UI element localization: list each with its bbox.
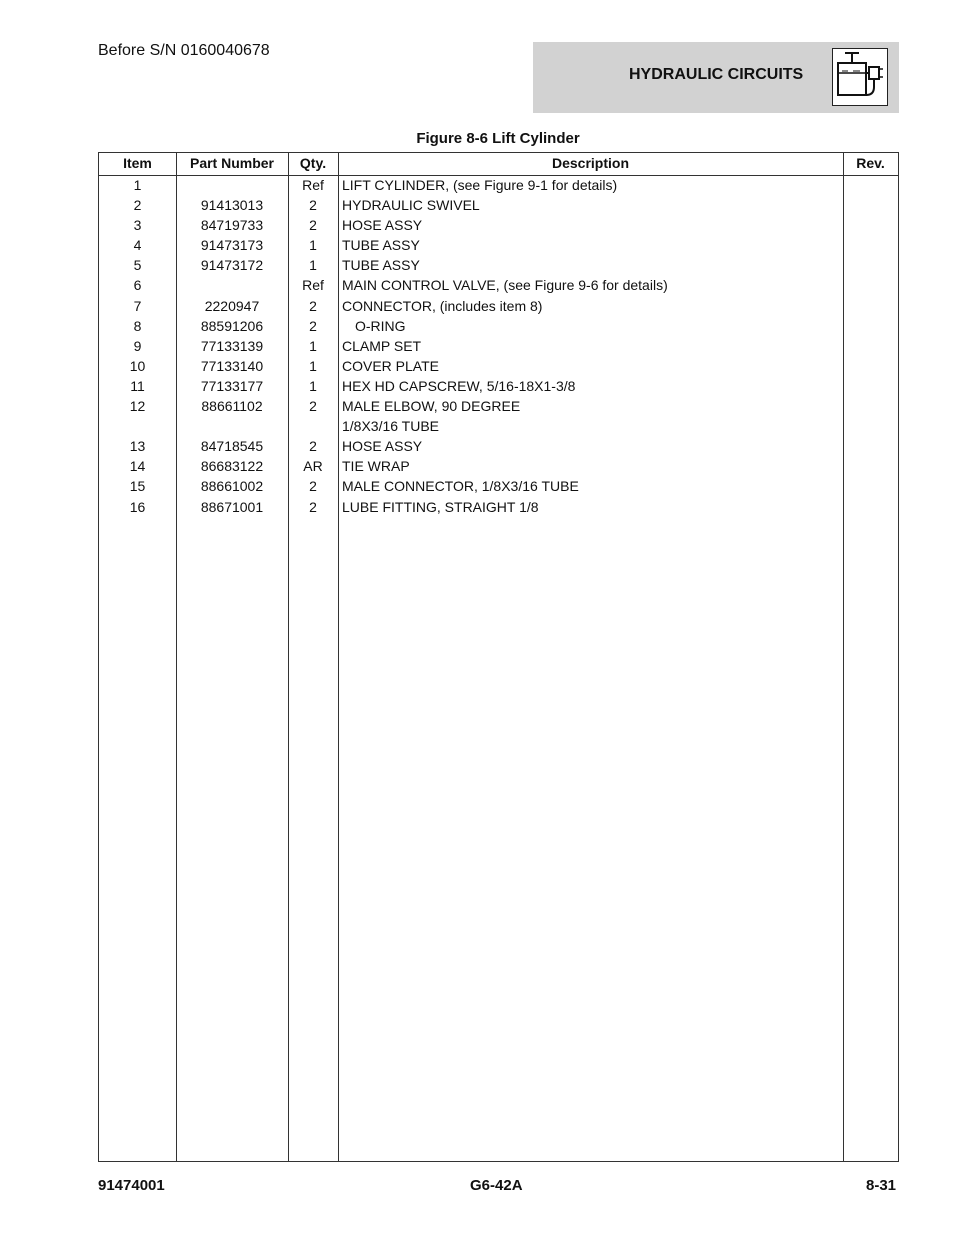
footer-page-number: 8-31	[866, 1177, 897, 1194]
table-row	[99, 216, 898, 236]
table-row	[99, 357, 898, 377]
item-cell: 4	[133, 237, 142, 254]
table-row	[99, 176, 898, 196]
table-row	[99, 297, 898, 317]
part-number-cell: 84718545	[200, 438, 264, 455]
item-cell: 1	[133, 177, 142, 193]
part-number-cell: 84719733	[200, 217, 264, 234]
column-header-part-number: Part Number	[189, 155, 275, 171]
part-number-cell: 2220947	[204, 297, 260, 314]
description-cell: MALE CONNECTOR, 1/8X3/16 TUBE	[342, 478, 579, 495]
qty-cell: 2	[309, 217, 317, 234]
qty-cell: 1	[309, 357, 317, 374]
table-row	[99, 256, 898, 276]
figure-title: Figure 8-6 Lift Cylinder	[416, 130, 580, 147]
table-row	[99, 317, 898, 337]
qty-cell: 1	[309, 337, 317, 354]
column-header-qty: Qty.	[299, 155, 327, 171]
section-title: HYDRAULIC CIRCUITS	[629, 66, 804, 83]
description-cell: HOSE ASSY	[342, 438, 423, 455]
qty-cell: 2	[309, 498, 317, 515]
item-cell: 15	[129, 478, 146, 495]
column-header-item: Item	[123, 155, 152, 171]
section-header	[533, 42, 899, 113]
description-cell: LUBE FITTING, STRAIGHT 1/8	[342, 498, 539, 515]
description-cell: HOSE ASSY	[342, 217, 423, 234]
item-cell: 16	[129, 498, 146, 515]
description-cell: MALE ELBOW, 90 DEGREE	[342, 398, 521, 415]
footer-model: G6-42A	[470, 1177, 523, 1194]
part-number-cell: 88591206	[200, 317, 264, 334]
item-cell: 3	[133, 217, 142, 234]
part-number-cell: 91473172	[200, 257, 264, 274]
table-row	[99, 196, 898, 216]
description-cell: O-RING	[355, 317, 406, 334]
item-cell: 13	[129, 438, 146, 455]
qty-cell: AR	[303, 458, 323, 475]
item-cell: 2	[133, 197, 142, 214]
item-cell: 14	[129, 458, 146, 475]
footer-doc-number: 91474001	[98, 1177, 165, 1194]
qty-cell: 1	[309, 257, 317, 274]
description-cell: TUBE ASSY	[342, 257, 420, 274]
item-cell: 5	[133, 257, 142, 274]
part-number-cell: 77133177	[200, 377, 264, 394]
part-number-cell: 86683122	[200, 458, 264, 475]
item-cell: 8	[133, 317, 142, 334]
qty-cell: Ref	[302, 177, 324, 193]
table-row	[99, 337, 898, 357]
table-row	[99, 498, 898, 518]
qty-cell: 2	[309, 478, 317, 495]
description-cell: CONNECTOR, (includes item 8)	[342, 297, 543, 314]
description-cell: HEX HD CAPSCREW, 5/16-18X1-3/8	[342, 377, 576, 394]
qty-cell: 2	[309, 438, 317, 455]
table-row	[99, 417, 898, 437]
table-row	[99, 236, 898, 256]
part-number-cell: 77133140	[200, 357, 264, 374]
part-number-cell: 77133139	[200, 337, 264, 354]
item-cell: 11	[130, 377, 145, 394]
table-body	[99, 176, 898, 518]
item-cell: 9	[133, 337, 142, 354]
part-number-cell: 88671001	[200, 498, 264, 515]
part-number-cell: 91473173	[200, 237, 264, 254]
table-row	[99, 377, 898, 397]
description-cell: HYDRAULIC SWIVEL	[342, 197, 480, 214]
description-cell: CLAMP SET	[342, 337, 422, 354]
qty-cell: 2	[309, 398, 317, 415]
part-number-cell: 88661102	[201, 398, 263, 415]
table-row	[99, 457, 898, 477]
qty-cell: 1	[309, 237, 317, 254]
table-row	[99, 397, 898, 417]
parts-table	[98, 152, 899, 1162]
item-cell: 7	[133, 297, 142, 314]
qty-cell: 2	[309, 317, 317, 334]
description-cell: TIE WRAP	[342, 458, 410, 475]
part-number-cell: 91413013	[200, 197, 264, 214]
qty-cell: 2	[309, 197, 317, 214]
item-cell: 6	[133, 277, 142, 294]
qty-cell: 1	[309, 377, 317, 394]
table-row	[99, 477, 898, 497]
table-row	[99, 276, 898, 296]
serial-note: Before S/N 0160040678	[98, 42, 270, 59]
item-cell: 12	[129, 398, 146, 415]
table-row	[99, 437, 898, 457]
description-cell: COVER PLATE	[342, 357, 439, 374]
item-cell: 10	[129, 357, 146, 374]
description-cell: TUBE ASSY	[342, 237, 420, 254]
part-number-cell: 88661002	[200, 478, 264, 495]
column-header-rev: Rev.	[856, 155, 885, 171]
description-cell: 1/8X3/16 TUBE	[342, 418, 440, 435]
hydraulic-tank-icon	[832, 48, 888, 106]
column-header-description: Description	[551, 155, 629, 171]
qty-cell: 2	[309, 297, 317, 314]
description-cell: LIFT CYLINDER, (see Figure 9-1 for details)	[342, 177, 618, 193]
qty-cell: Ref	[302, 277, 324, 294]
description-cell: MAIN CONTROL VALVE, (see Figure 9-6 for details)	[342, 277, 668, 294]
